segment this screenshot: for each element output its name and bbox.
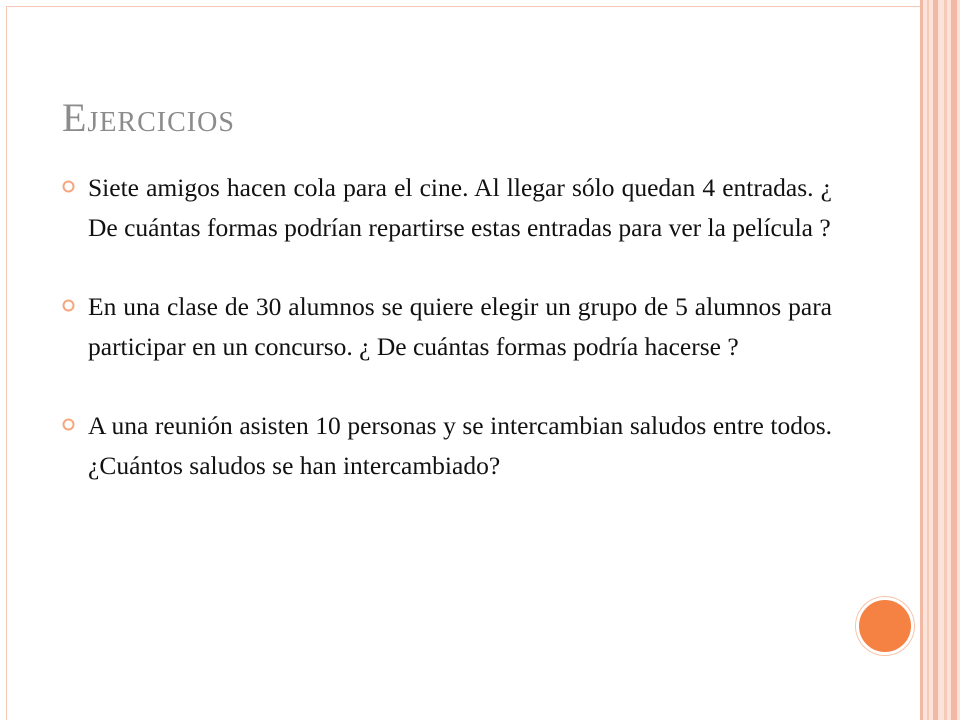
ring-bullet-icon: [62, 180, 75, 193]
bullet-text: En una clase de 30 alumnos se quiere elegir un grupo de 5 alumnos para participar en un concurso. ¿ De cuántas formas podría hacerse ?: [88, 292, 832, 361]
bullet-item: [62, 287, 832, 367]
ring-bullet-icon: [62, 418, 75, 431]
bullet-text: Siete amigos hacen cola para el cine. Al llegar sólo quedan 4 entradas. ¿ De cuántas formas podrían repartirse estas entradas para ver la película ?: [88, 173, 832, 242]
right-band-stripe: [951, 0, 957, 720]
right-band-stripe: [920, 0, 923, 720]
ring-bullet-icon: [62, 299, 75, 312]
right-band-stripe: [927, 0, 929, 720]
slide-title: Ejercicios: [62, 95, 235, 140]
bullet-item: [62, 168, 832, 248]
right-band-stripe: [933, 0, 938, 720]
slide-frame-top-line: [6, 6, 920, 7]
right-band-stripe: [944, 0, 947, 720]
orange-circle-icon: [856, 597, 914, 655]
bullet-item: [62, 406, 832, 486]
slide-frame-left-line: [6, 6, 7, 720]
bullet-list: [62, 168, 832, 486]
bullet-text: A una reunión asisten 10 personas y se intercambian saludos entre todos. ¿Cuántos saludos se han intercambiado?: [88, 411, 832, 480]
